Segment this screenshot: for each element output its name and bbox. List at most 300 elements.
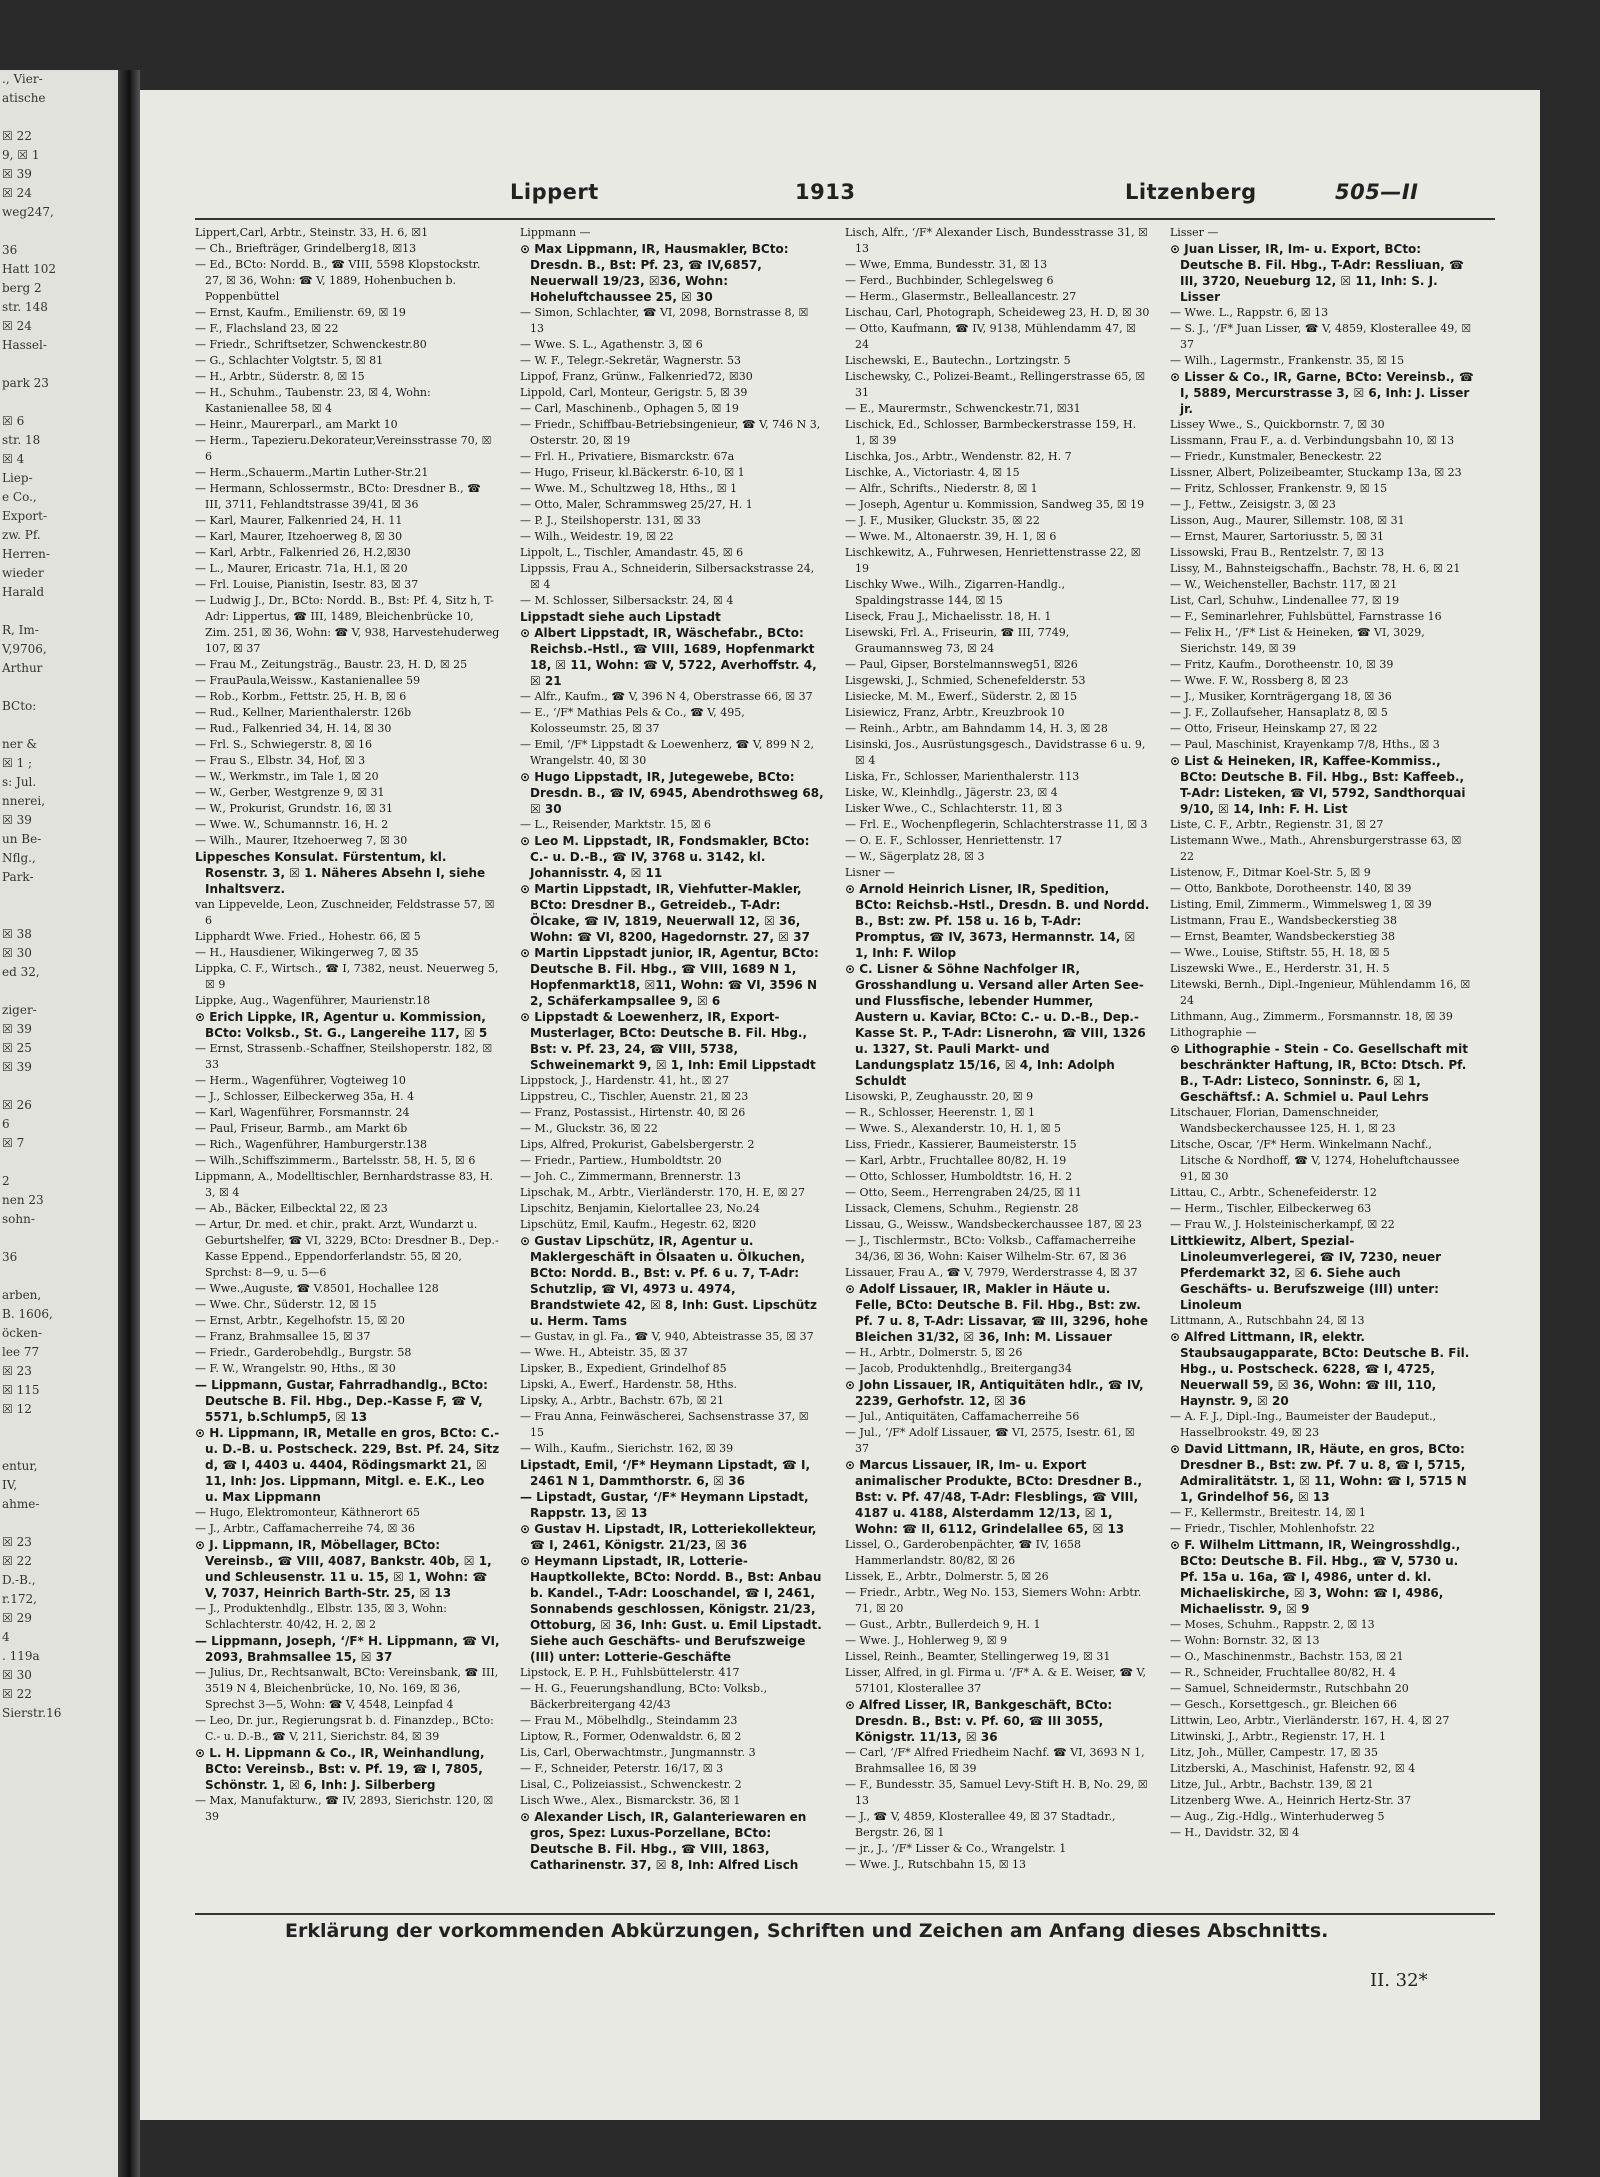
left-page-text: Hassel- (2, 338, 47, 352)
directory-entry: — Wwe. J., Rutschbahn 15, ☒ 13 (845, 1858, 1027, 1871)
directory-entry: van Lippevelde, Leon, Zuschneider, Feldstrasse 57, ☒ 6 (195, 898, 495, 927)
directory-entry: Lissey Wwe., S., Quickbornstr. 7, ☒ 30 (1170, 418, 1385, 431)
column-2 (520, 225, 825, 1905)
left-page-text: ☒ 39 (2, 813, 32, 827)
directory-entry: Lips, Alfred, Prokurist, Gabelsbergerstr. 2 (520, 1138, 755, 1151)
directory-entry: — F., Seminarlehrer, Fuhlsbüttel, Farnstrasse 16 (1170, 610, 1442, 623)
directory-entry: — Wwe, Emma, Bundesstr. 31, ☒ 13 (845, 258, 1048, 271)
directory-entry: — J. F., Musiker, Gluckstr. 35, ☒ 22 (845, 514, 1040, 527)
left-page-text: ☒ 115 (2, 1383, 40, 1397)
directory-entry: — Lipstadt, Gustar, ‘/F* Heymann Lipstadt, Rappstr. 13, ☒ 13 (520, 1490, 809, 1520)
left-page-text (0, 393, 118, 412)
directory-entry: — Lippmann, Gustar, Fahrradhandlg., BCto: Deutsche B. Fil. Hbg., Dep.-Kasse F, ☎ V, 5571, b.Schlump5, ☒ 13 (195, 1378, 488, 1424)
directory-entry: — Wwe., Louise, Stiftstr. 55, H. 18, ☒ 5 (1170, 946, 1390, 959)
directory-entry: — Alfr., Schrifts., Niederstr. 8, ☒ 1 (845, 482, 1038, 495)
left-page-text: ☒ 12 (2, 1402, 32, 1416)
directory-entry: ⊙ John Lissauer, IR, Antiquitäten hdlr., ☎ IV, 2239, Gerhofstr. 12, ☒ 36 (845, 1378, 1144, 1408)
directory-entry: Lisch, Alfr., ‘/F* Alexander Lisch, Bundesstrasse 31, ☒ 13 (845, 226, 1148, 255)
left-page-text: ner & (2, 737, 38, 751)
directory-entry: Lithographie — (1170, 1026, 1257, 1039)
directory-entry: Lippstock, J., Hardenstr. 41, ht., ☒ 27 (520, 1074, 729, 1087)
directory-entry: Lissack, Clemens, Schuhm., Regienstr. 28 (845, 1202, 1079, 1215)
left-page-text: ☒ 38 (2, 927, 32, 941)
directory-entry: Lisner — (845, 866, 895, 879)
directory-entry: Liptow, R., Former, Odenwaldstr. 6, ☒ 2 (520, 1730, 742, 1743)
directory-entry: Lippmann, A., Modelltischler, Bernhardstrasse 83, H. 3, ☒ 4 (195, 1170, 493, 1199)
left-page-text: un Be- (2, 832, 42, 846)
directory-entry: — E., Maurermstr., Schwenckestr.71, ☒31 (845, 402, 1081, 415)
directory-entry: Lippold, Carl, Monteur, Gerigstr. 5, ☒ 39 (520, 386, 748, 399)
left-page-text: str. 148 (2, 300, 48, 314)
left-page-text: wieder (2, 566, 44, 580)
left-page-text (0, 716, 118, 735)
directory-entry: Litsche, Oscar, ‘/F* Herm. Winkelmann Nachf., Litsche & Nordhoff, ☎ V, 1274, Hoheluftchaussee 91, ☒ 30 (1170, 1138, 1460, 1183)
directory-entry: — Otto, Maler, Schrammsweg 25/27, H. 1 (520, 498, 753, 511)
directory-entry: Litzenberg Wwe. A., Heinrich Hertz-Str. 37 (1170, 1794, 1412, 1807)
directory-entry: Listmann, Frau E., Wandsbeckerstieg 38 (1170, 914, 1398, 927)
directory-entry: ⊙ Alexander Lisch, IR, Galanteriewaren en gros, Spez: Luxus-Porzellane, BCto: Deutsche B. Fil. Hbg., ☎ VIII, 1863, Catharinenstr. 37, ☒ 8, Inh: Alfred Lisch (520, 1810, 807, 1872)
left-page-text: Arthur (2, 661, 43, 675)
directory-entry: — Ab., Bäcker, Eilbecktal 22, ☒ 23 (195, 1202, 388, 1215)
directory-entry: — J. F., Zollaufseher, Hansaplatz 8, ☒ 5 (1170, 706, 1388, 719)
directory-entry: Lissowski, Frau B., Rentzelstr. 7, ☒ 13 (1170, 546, 1385, 559)
directory-entry: — Frl. H., Privatiere, Bismarckstr. 67a (520, 450, 735, 463)
directory-entry: — Herm., Glasermstr., Belleallancestr. 27 (845, 290, 1077, 303)
directory-entry: — W., Gerber, Westgrenze 9, ☒ 31 (195, 786, 385, 799)
directory-entry: Lisinski, Jos., Ausrüstungsgesch., Davidstrasse 6 u. 9, ☒ 4 (845, 738, 1146, 767)
left-page-text: ☒ 22 (2, 1687, 32, 1701)
directory-entry: ⊙ F. Wilhelm Littmann, IR, Weingrosshdlg., BCto: Deutsche B. Fil. Hbg., ☎ V, 5730 u. Pf. 15a u. 16a, ☎ I, 4986, unter d. kl. Michaeliskirche, ☒ 3, Wohn: ☎ I, 4986, Michaelisstr. 9, ☒ 9 (1170, 1538, 1461, 1616)
directory-entry: — Otto, Kaufmann, ☎ IV, 9138, Mühlendamm 47, ☒ 24 (845, 322, 1136, 351)
directory-entry: Liste, C. F., Arbtr., Regienstr. 31, ☒ 27 (1170, 818, 1384, 831)
directory-entry: Lisch Wwe., Alex., Bismarckstr. 36, ☒ 1 (520, 1794, 741, 1807)
directory-entry: ⊙ Max Lippmann, IR, Hausmakler, BCto: Dresdn. B., Bst: Pf. 23, ☎ IV,6857, Neuerwall 19/23, ☒36, Wohn: Hoheluftchaussee 25, ☒ 30 (520, 242, 789, 304)
directory-entry: ⊙ Arnold Heinrich Lisner, IR, Spedition, BCto: Reichsb.-Hstl., Dresdn. B. und Nordd. B., Bst: zw. Pf. 158 u. 16 b, T-Adr: Promptus, ☎ IV, 3673, Hermannstr. 14, ☒ 1, Inh: F. Wilop (845, 882, 1150, 960)
directory-entry: — Gustav, in gl. Fa., ☎ V, 940, Abteistrasse 35, ☒ 37 (520, 1330, 814, 1343)
directory-entry: — Carl, ‘/F* Alfred Friedheim Nachf. ☎ VI, 3693 N 1, Brahmsallee 16, ☒ 39 (845, 1746, 1145, 1775)
directory-entry: Lippesches Konsulat. Fürstentum, kl. Rosenstr. 3, ☒ 1. Näheres Absehn I, siehe Inhaltsverz. (195, 850, 486, 896)
directory-entry: — Otto, Bankbote, Dorotheenstr. 140, ☒ 39 (1170, 882, 1412, 895)
directory-entry: Litschauer, Florian, Damenschneider, Wandsbeckerchaussee 125, H. 1, ☒ 23 (1170, 1106, 1396, 1135)
sheet-number: II. 32* (1370, 1970, 1428, 1991)
directory-entry: — Rob., Korbm., Fettstr. 25, H. B, ☒ 6 (195, 690, 407, 703)
directory-entry: — H., Arbtr., Dolmerstr. 5, ☒ 26 (845, 1346, 1023, 1359)
directory-entry: Liske, W., Kleinhdlg., Jägerstr. 23, ☒ 4 (845, 786, 1058, 799)
directory-columns (195, 225, 1495, 1905)
directory-entry: — Karl, Maurer, Itzehoerweg 8, ☒ 30 (195, 530, 403, 543)
left-page-text: B. 1606, (2, 1307, 53, 1321)
directory-entry: — L., Reisender, Marktstr. 15, ☒ 6 (520, 818, 712, 831)
left-page-text: 36 (2, 1250, 18, 1264)
directory-entry: Lisal, C., Polizeiassist., Schwenckestr. 2 (520, 1778, 742, 1791)
directory-entry: ⊙ Gustav Lipschütz, IR, Agentur u. Maklergeschäft in Ölsaaten u. Ölkuchen, BCto: Nordd. B., Bst: v. Pf. 6 u. 7, T-Adr: Schutzlip, ☎ VI, 4973 u. 4974, Brandstwiete 42, ☒ 8, Inh: Gust. Lipschütz u. Herm. Tams (520, 1234, 817, 1328)
directory-entry: — H., Hausdiener, Wikingerweg 7, ☒ 35 (195, 946, 419, 959)
directory-entry: — Leo, Dr. jur., Regierungsrat b. d. Finanzdep., BCto: C.- u. D.-B., ☎ V, 211, Sierichstr. 84, ☒ 39 (195, 1714, 494, 1743)
directory-entry: Lisker Wwe., C., Schlachterstr. 11, ☒ 3 (845, 802, 1063, 815)
directory-entry: — Simon, Schlachter, ☎ VI, 2098, Bornstrasse 8, ☒ 13 (520, 306, 809, 335)
left-page-text: IV, (2, 1478, 18, 1492)
directory-entry: Lischke, A., Victoriastr. 4, ☒ 15 (845, 466, 1020, 479)
directory-entry: Lippstadt siehe auch Lipstadt (520, 610, 721, 624)
directory-entry: — Rud., Falkenried 34, H. 14, ☒ 30 (195, 722, 392, 735)
directory-entry: — G., Schlachter Volgtstr. 5, ☒ 81 (195, 354, 384, 367)
directory-entry: Lis, Carl, Oberwachtmstr., Jungmannstr. 3 (520, 1746, 756, 1759)
directory-entry: ⊙ Marcus Lissauer, IR, Im- u. Export animalischer Produkte, BCto: Dresdner B., Bst: v. Pf. 47/48, T-Adr: Flesblings, ☎ VIII, 4187 u. 4188, Alsterdamm 12/13, ☒ 1, Wohn: ☎ II, 6112, Grindelallee 65, ☒ 13 (845, 1458, 1142, 1536)
left-page-text: ahme- (2, 1497, 40, 1511)
directory-entry: — Ch., Briefträger, Grindelberg18, ☒13 (195, 242, 417, 255)
left-page-text (0, 982, 118, 1001)
directory-entry: Littmann, A., Rutschbahn 24, ☒ 13 (1170, 1314, 1365, 1327)
directory-entry: — Max, Manufakturw., ☎ IV, 2893, Sierichstr. 120, ☒ 39 (195, 1794, 494, 1823)
directory-entry: — Wwe. S., Alexanderstr. 10, H. 1, ☒ 5 (845, 1122, 1062, 1135)
header-last-entry: Litzenberg (1125, 180, 1257, 204)
directory-entry: Lippssis, Frau A., Schneiderin, Silbersackstrasse 24, ☒ 4 (520, 562, 815, 591)
directory-entry: — Wwe. H., Abteistr. 35, ☒ 37 (520, 1346, 688, 1359)
left-page-text: ☒ 39 (2, 1060, 32, 1074)
directory-entry: — Jacob, Produktenhdlg., Breitergang34 (845, 1362, 1072, 1375)
column-3 (845, 225, 1150, 1905)
directory-entry: — L., Maurer, Ericastr. 71a, H.1, ☒ 20 (195, 562, 408, 575)
directory-entry: — Wohn: Bornstr. 32, ☒ 13 (1170, 1634, 1320, 1647)
directory-entry: — Franz, Postassist., Hirtenstr. 40, ☒ 26 (520, 1106, 746, 1119)
left-page-text (0, 906, 118, 925)
header-page-number: 505—II (1335, 180, 1419, 204)
header-year: 1913 (795, 180, 856, 204)
directory-entry: Lisiecke, M. M., Ewerf., Süderstr. 2, ☒ 15 (845, 690, 1078, 703)
directory-entry: ⊙ Martin Lippstadt, IR, Viehfutter-Makler, BCto: Dresdner B., Getreideb., T-Adr: Ölcake, ☎ IV, 1819, Neuerwall 12, ☒ 36, Wohn: ☎ VI, 8200, Hagedornstr. 27, ☒ 37 (520, 882, 810, 944)
left-page-text: V,9706, (2, 642, 47, 656)
directory-entry: Liss, Friedr., Kassierer, Baumeisterstr. 15 (845, 1138, 1077, 1151)
directory-entry: — E., ‘/F* Mathias Pels & Co., ☎ V, 495, Kolosseumstr. 25, ☒ 37 (520, 706, 745, 735)
header-rule (195, 218, 1495, 220)
directory-entry: ⊙ J. Lippmann, IR, Möbellager, BCto: Vereinsb., ☎ VIII, 4087, Bankstr. 40b, ☒ 1, und Schleusenstr. 11 u. 15, ☒ 1, Wohn: ☎ V, 7037, Heinrich Barth-Str. 25, ☒ 13 (195, 1538, 492, 1600)
column-1 (195, 225, 500, 1905)
directory-entry: — Otto, Friseur, Heinskamp 27, ☒ 22 (1170, 722, 1378, 735)
directory-entry: — H., Schuhm., Taubenstr. 23, ☒ 4, Wohn: Kastanienallee 58, ☒ 4 (195, 386, 431, 415)
directory-entry: Lisson, Aug., Maurer, Sillemstr. 108, ☒ 31 (1170, 514, 1405, 527)
left-page-text: 4 (2, 1630, 10, 1644)
directory-entry: Liseck, Frau J., Michaelisstr. 18, H. 1 (845, 610, 1052, 623)
directory-entry: ⊙ H. Lippmann, IR, Metalle en gros, BCto: C.- u. D.-B. u. Postscheck. 229, Bst. Pf. 24, Sitz d, ☎ I, 4403 u. 4404, Rödingsmarkt 21, ☒ 11, Inh: Jos. Lippmann, Mitgl. e. E.K., Leo u. Max Lippmann (195, 1426, 500, 1504)
directory-entry: Litwinski, J., Arbtr., Regienstr. 17, H. 1 (1170, 1730, 1386, 1743)
directory-entry: — Friedr., Schriftsetzer, Schwenckestr.80 (195, 338, 427, 351)
running-header (140, 180, 1540, 220)
left-page-text: ed 32, (2, 965, 40, 979)
column-4 (1170, 225, 1475, 1905)
directory-entry: Lischewsky, C., Polizei-Beamt., Rellingerstrasse 65, ☒ 31 (845, 370, 1146, 399)
directory-entry: Lipstadt, Emil, ‘/F* Heymann Lipstadt, ☎ I, 2461 N 1, Dammthorstr. 6, ☒ 36 (520, 1458, 811, 1488)
directory-entry: — Ernst, Arbtr., Kegelhofstr. 15, ☒ 20 (195, 1314, 405, 1327)
directory-entry: Lischewski, E., Bautechn., Lortzingstr. 5 (845, 354, 1071, 367)
left-page-text: ☒ 7 (2, 1136, 25, 1150)
left-page-text: berg 2 (2, 281, 42, 295)
directory-entry: — S. J., ‘/F* Juan Lisser, ☎ V, 4859, Klosterallee 49, ☒ 37 (1170, 322, 1472, 351)
directory-entry: — Wwe. S. L., Agathenstr. 3, ☒ 6 (520, 338, 703, 351)
directory-entry: Lipschütz, Emil, Kaufm., Hegestr. 62, ☒20 (520, 1218, 757, 1231)
left-page-text: Harald (2, 585, 45, 599)
directory-entry: — Herm., Tischler, Eilbeckerweg 63 (1170, 1202, 1372, 1215)
directory-entry: — Wwe. Chr., Süderstr. 12, ☒ 15 (195, 1298, 377, 1311)
directory-entry: Lissy, M., Bahnsteigschaffn., Bachstr. 78, H. 6, ☒ 21 (1170, 562, 1461, 575)
left-page-text: arben, (2, 1288, 42, 1302)
left-page-text: 6 (2, 1117, 10, 1131)
directory-entry: — Wwe. M., Schultzweg 18, Hths., ☒ 1 (520, 482, 738, 495)
directory-entry: ⊙ Gustav H. Lipstadt, IR, Lotteriekollekteur, ☎ I, 2461, Königstr. 21/23, ☒ 36 (520, 1522, 817, 1552)
directory-entry: — P. J., Steilshoperstr. 131, ☒ 33 (520, 514, 701, 527)
left-page-text: ☒ 30 (2, 946, 32, 960)
left-page-text: sohn- (2, 1212, 35, 1226)
directory-entry: — J., Schlosser, Eilbeckerweg 35a, H. 4 (195, 1090, 415, 1103)
directory-entry: Listemann Wwe., Math., Ahrensburgerstrasse 63, ☒ 22 (1170, 834, 1462, 863)
directory-entry: — Fritz, Kaufm., Dorotheenstr. 10, ☒ 39 (1170, 658, 1394, 671)
directory-entry: Lissauer, Frau A., ☎ V, 7979, Werderstrasse 4, ☒ 37 (845, 1266, 1138, 1279)
left-page-text: 9, ☒ 1 (2, 148, 40, 162)
left-page-text: ☒ 24 (2, 186, 32, 200)
directory-entry: Litze, Jul., Arbtr., Bachstr. 139, ☒ 21 (1170, 1778, 1374, 1791)
left-page-text: atische (2, 91, 46, 105)
directory-entry: — Otto, Schlosser, Humboldtstr. 16, H. 2 (845, 1170, 1073, 1183)
directory-entry: — Karl, Arbtr., Fruchtallee 80/82, H. 19 (845, 1154, 1067, 1167)
left-page-text: öcken- (2, 1326, 43, 1340)
directory-entry: — Samuel, Schneidermstr., Rutschbahn 20 (1170, 1682, 1409, 1695)
left-page-fragment (0, 70, 118, 2177)
directory-entry: ⊙ Hugo Lippstadt, IR, Jutegewebe, BCto: Dresdn. B., ☎ IV, 6945, Abendrothsweg 68, ☒ 30 (520, 770, 824, 816)
left-page-text: 2 (2, 1174, 10, 1188)
directory-entry: — Ernst, Strassenb.-Schaffner, Steilshoperstr. 182, ☒ 33 (195, 1042, 493, 1071)
directory-entry: ⊙ Juan Lisser, IR, Im- u. Export, BCto: Deutsche B. Fil. Hbg., T-Adr: Ressliuan, ☎ III, 3720, Neueburg 12, ☒ 11, Inh: S. J. Lisser (1170, 242, 1464, 304)
directory-entry: — Jul., ‘/F* Adolf Lissauer, ☎ VI, 2575, Isestr. 61, ☒ 37 (845, 1426, 1135, 1455)
directory-entry: — Wilh., Kaufm., Sierichstr. 162, ☒ 39 (520, 1442, 734, 1455)
directory-entry: — Paul, Maschinist, Krayenkamp 7/8, Hths., ☒ 3 (1170, 738, 1440, 751)
left-page-text (0, 222, 118, 241)
left-page-text: ☒ 29 (2, 1611, 32, 1625)
directory-entry: ⊙ Martin Lippstadt junior, IR, Agentur, BCto: Deutsche B. Fil. Hbg., ☎ VIII, 1689 N 1, Hopfenmarkt18, ☒11, Wohn: ☎ VI, 3596 N 2, Schäferkampsallee 9, ☒ 6 (520, 946, 819, 1008)
directory-entry: Littau, C., Arbtr., Schenefeiderstr. 12 (1170, 1186, 1377, 1199)
directory-entry: — F., Bundesstr. 35, Samuel Levy-Stift H. B, No. 29, ☒ 13 (845, 1778, 1148, 1807)
left-page-text: R, Im- (2, 623, 39, 637)
left-page-text: ☒ 6 (2, 414, 25, 428)
directory-entry: — J., Fettw., Zeisigstr. 3, ☒ 23 (1170, 498, 1336, 511)
directory-entry: — Friedr., Kunstmaler, Beneckestr. 22 (1170, 450, 1382, 463)
directory-entry: — Wwe. F. W., Rossberg 8, ☒ 23 (1170, 674, 1349, 687)
directory-entry: — Friedr., Arbtr., Weg No. 153, Siemers Wohn: Arbtr. 71, ☒ 20 (845, 1586, 1142, 1615)
directory-entry: — Herm.,Schauerm.,Martin Luther-Str.21 (195, 466, 429, 479)
directory-entry: Litewski, Bernh., Dipl.-Ingenieur, Mühlendamm 16, ☒ 24 (1170, 978, 1471, 1007)
directory-entry: — Gesch., Korsettgesch., gr. Bleichen 66 (1170, 1698, 1397, 1711)
left-page-text: s: Jul. (2, 775, 37, 789)
left-page-text: ☒ 23 (2, 1535, 32, 1549)
directory-entry: — Wwe.,Auguste, ☎ V.8501, Hochallee 128 (195, 1282, 439, 1295)
directory-entry: — O. E. F., Schlosser, Henriettenstr. 17 (845, 834, 1063, 847)
directory-entry: — W., Sägerplatz 28, ☒ 3 (845, 850, 985, 863)
directory-entry: Littwin, Leo, Arbtr., Vierländerstr. 167, H. 4, ☒ 27 (1170, 1714, 1450, 1727)
directory-entry: — M., Gluckstr. 36, ☒ 22 (520, 1122, 658, 1135)
directory-entry: — Ed., BCto: Nordd. B., ☎ VIII, 5598 Klopstockstr. 27, ☒ 36, Wohn: ☎ V, 1889, Hohenbuchen b. Poppenbüttel (195, 258, 481, 303)
directory-entry: — W., Weichensteller, Bachstr. 117, ☒ 21 (1170, 578, 1398, 591)
directory-entry: — F. W., Wrangelstr. 90, Hths., ☒ 30 (195, 1362, 396, 1375)
left-page-text: park 23 (2, 376, 49, 390)
directory-entry: — W. F., Telegr.-Sekretär, Wagnerstr. 53 (520, 354, 742, 367)
directory-entry: — Hermann, Schlossermstr., BCto: Dresdner B., ☎ III, 3711, Fehlandtstrasse 39/41, ☒ 36 (195, 482, 481, 511)
left-page-text (0, 678, 118, 697)
directory-entry: — Fritz, Schlosser, Frankenstr. 9, ☒ 15 (1170, 482, 1388, 495)
directory-entry: — Gust., Arbtr., Bullerdeich 9, H. 1 (845, 1618, 1041, 1631)
directory-entry: Lippolt, L., Tischler, Amandastr. 45, ☒ 6 (520, 546, 744, 559)
directory-entry: — Carl, Maschinenb., Ophagen 5, ☒ 19 (520, 402, 739, 415)
directory-entry: Litz, Joh., Müller, Campestr. 17, ☒ 35 (1170, 1746, 1378, 1759)
directory-entry: — Ernst, Beamter, Wandsbeckerstieg 38 (1170, 930, 1395, 943)
left-page-text: ☒ 24 (2, 319, 32, 333)
directory-entry: ⊙ Alfred Lisser, IR, Bankgeschäft, BCto: Dresdn. B., Bst: v. Pf. 60, ☎ III 3055, Königstr. 11/13, ☒ 36 (845, 1698, 1113, 1744)
directory-entry: — H., Arbtr., Süderstr. 8, ☒ 15 (195, 370, 365, 383)
directory-entry: — Wwe. L., Rappstr. 6, ☒ 13 (1170, 306, 1329, 319)
directory-entry: — W., Werkmstr., im Tale 1, ☒ 20 (195, 770, 379, 783)
directory-entry: Lisgewski, J., Schmied, Schenefelderstr. 53 (845, 674, 1086, 687)
directory-entry: — Ludwig J., Dr., BCto: Nordd. B., Bst: Pf. 4, Sitz h, T-Adr: Lippertus, ☎ III, 1489, Bleichenbrücke 10, Zim. 251, ☒ 36, Wohn: ☎ V, 938, Harvestehuderweg 107, ☒ 37 (195, 594, 500, 655)
directory-entry: — Karl, Arbtr., Falkenried 26, H.2,☒30 (195, 546, 411, 559)
directory-entry: — Paul, Friseur, Barmb., am Markt 6b (195, 1122, 408, 1135)
directory-entry: ⊙ List & Heineken, IR, Kaffee-Kommiss., BCto: Deutsche B. Fil. Hbg., Bst: Kaffeeb., T-Adr: Listeken, ☎ VI, 5792, Sandthorquai 9/10, ☒ 14, Inh: F. H. List (1170, 754, 1466, 816)
directory-entry: — Frl. S., Schwiegerstr. 8, ☒ 16 (195, 738, 373, 751)
directory-entry: Lissmann, Frau F., a. d. Verbindungsbahn 10, ☒ 13 (1170, 434, 1455, 447)
directory-entry: — Herm., Wagenführer, Vogteiweg 10 (195, 1074, 406, 1087)
left-page-text: lee 77 (2, 1345, 40, 1359)
left-page-text: ☒ 23 (2, 1364, 32, 1378)
directory-entry: Lisser, Alfred, in gl. Firma u. ‘/F* A. & E. Weiser, ☎ V, 57101, Klosterallee 37 (845, 1666, 1147, 1695)
directory-entry: — Jul., Antiquitäten, Caffamacherreihe 56 (845, 1410, 1080, 1423)
directory-entry: — F., Flachsland 23, ☒ 22 (195, 322, 339, 335)
left-page-text: ☒ 25 (2, 1041, 32, 1055)
directory-entry: — Emil, ‘/F* Lippstadt & Loewenherz, ☎ V, 899 N 2, Wrangelstr. 40, ☒ 30 (520, 738, 815, 767)
directory-entry: — Felix H., ‘/F* List & Heineken, ☎ VI, 3029, Sierichstr. 149, ☒ 39 (1170, 626, 1425, 655)
directory-entry: — J., Musiker, Kornträgergang 18, ☒ 36 (1170, 690, 1392, 703)
directory-entry: — Hugo, Elektromonteur, Käthnerort 65 (195, 1506, 420, 1519)
directory-entry: — J., Arbtr., Caffamacherreihe 74, ☒ 36 (195, 1522, 415, 1535)
directory-entry: Lisowski, P., Zeughausstr. 20, ☒ 9 (845, 1090, 1034, 1103)
left-page-text (0, 602, 118, 621)
directory-entry: Lissek, E., Arbtr., Dolmerstr. 5, ☒ 26 (845, 1570, 1049, 1583)
directory-entry: — Heinr., Maurerparl., am Markt 10 (195, 418, 398, 431)
directory-entry: Lipstock, E. P. H., Fuhlsbüttelerstr. 417 (520, 1666, 740, 1679)
directory-entry: — Rud., Kellner, Marienthalerstr. 126b (195, 706, 412, 719)
directory-entry: — Wilh., Lagermstr., Frankenstr. 35, ☒ 15 (1170, 354, 1405, 367)
header-first-entry: Lippert (510, 180, 599, 204)
left-page-text: entur, (2, 1459, 38, 1473)
directory-entry: — Wwe. M., Altonaerstr. 39, H. 1, ☒ 6 (845, 530, 1057, 543)
left-page-text (0, 108, 118, 127)
directory-entry: Lipphardt Wwe. Fried., Hohestr. 66, ☒ 5 (195, 930, 421, 943)
directory-entry: Liszewski Wwe., E., Herderstr. 31, H. 5 (1170, 962, 1390, 975)
directory-entry: ⊙ Adolf Lissauer, IR, Makler in Häute u. Felle, BCto: Deutsche B. Fil. Hbg., Bst: zw. Pf. 7 u. 8, T-Adr: Lissavar, ☎ III, 3296, hohe Bleichen 31/32, ☒ 36, Inh: M. Lissauer (845, 1282, 1148, 1344)
directory-entry: — Friedr., Garderobehdlg., Burgstr. 58 (195, 1346, 412, 1359)
directory-entry: — Ferd., Buchbinder, Schlegelsweg 6 (845, 274, 1054, 287)
left-page-text: zw. Pf. (2, 528, 41, 542)
book-gutter (118, 70, 140, 2177)
directory-entry: — Friedr., Schiffbau-Betriebsingenieur, ☎ V, 746 N 3, Osterstr. 20, ☒ 19 (520, 418, 821, 447)
directory-entry: — R., Schneider, Fruchtallee 80/82, H. 4 (1170, 1666, 1396, 1679)
left-page-text: weg247, (2, 205, 54, 219)
directory-entry: Lissau, G., Weissw., Wandsbeckerchaussee 187, ☒ 23 (845, 1218, 1142, 1231)
directory-entry: — Frau M., Zeitungsträg., Baustr. 23, H. D, ☒ 25 (195, 658, 468, 671)
directory-entry: — Ernst, Maurer, Sartoriusstr. 5, ☒ 31 (1170, 530, 1385, 543)
directory-entry: — Frl. E., Wochenpflegerin, Schlachterstrasse 11, ☒ 3 (845, 818, 1148, 831)
directory-entry: — Frau Anna, Feinwäscherei, Sachsenstrasse 37, ☒ 15 (520, 1410, 809, 1439)
directory-entry: — Paul, Gipser, Borstelmannsweg51, ☒26 (845, 658, 1078, 671)
directory-entry: Lithmann, Aug., Zimmerm., Forsmannstr. 18, ☒ 39 (1170, 1010, 1453, 1023)
directory-entry: — H. G., Feuerungshandlung, BCto: Volksb., Bäckerbreitergang 42/43 (520, 1682, 768, 1711)
directory-entry: — H., Davidstr. 32, ☒ 4 (1170, 1826, 1300, 1839)
directory-entry: — Karl, Maurer, Falkenried 24, H. 11 (195, 514, 403, 527)
directory-entry: — Rich., Wagenführer, Hamburgerstr.138 (195, 1138, 428, 1151)
directory-entry: — Wilh.,Schiffszimmerm., Bartelsstr. 58, H. 5, ☒ 6 (195, 1154, 476, 1167)
directory-entry: ⊙ Heymann Lipstadt, IR, Lotterie-Hauptkollekte, BCto: Nordd. B., Bst: Anbau b. Kandel., T-Adr: Looschandel, ☎ I, 2461, Sonnabends geschlossen, Königstr. 21/23, Ottoburg, ☒ 36, Inh: Gust. u. Emil Lipstadt. Siehe auch Geschäfts- und Berufszweige (III) unter: Lotterie-Geschäfte (520, 1554, 822, 1664)
directory-entry: — J., ☎ V, 4859, Klosterallee 49, ☒ 37 Stadtadr., Bergstr. 26, ☒ 1 (845, 1810, 1116, 1839)
directory-entry: ⊙ Lippstadt & Loewenherz, IR, Export-Musterlager, BCto: Deutsche B. Fil. Hbg., Bst: v. Pf. 23, 24, ☎ VIII, 5738, Schweinemarkt 9, ☒ 1, Inh: Emil Lippstadt (520, 1010, 816, 1072)
directory-entry: — Frl. Louise, Pianistin, Isestr. 83, ☒ 37 (195, 578, 419, 591)
directory-entry: — Reinh., Arbtr., am Bahndamm 14, H. 3, ☒ 28 (845, 722, 1108, 735)
directory-entry: — Moses, Schuhm., Rappstr. 2, ☒ 13 (1170, 1618, 1375, 1631)
directory-entry: — O., Maschinenmstr., Bachstr. 153, ☒ 21 (1170, 1650, 1404, 1663)
directory-entry: Listenow, F., Ditmar Koel-Str. 5, ☒ 9 (1170, 866, 1371, 879)
directory-entry: — Joseph, Agentur u. Kommission, Sandweg 35, ☒ 19 (845, 498, 1145, 511)
left-page-text (0, 1419, 118, 1438)
left-page-text: nnerei, (2, 794, 46, 808)
left-page-text: ziger- (2, 1003, 37, 1017)
left-page-text: BCto: (2, 699, 37, 713)
left-page-text: Park- (2, 870, 34, 884)
directory-entry: Lipschak, M., Arbtr., Vierländerstr. 170, H. E, ☒ 27 (520, 1186, 805, 1199)
left-page-text: ☒ 4 (2, 452, 25, 466)
left-page-text: ☒ 26 (2, 1098, 32, 1112)
left-page-text: . 119a (2, 1649, 40, 1663)
directory-entry: Lisser — (1170, 226, 1219, 239)
directory-entry: ⊙ Leo M. Lippstadt, IR, Fondsmakler, BCto: C.- u. D.-B., ☎ IV, 3768 u. 3142, kl. Johannisstr. 4, ☒ 11 (520, 834, 810, 880)
left-page-text (0, 1514, 118, 1533)
left-page-text (0, 1267, 118, 1286)
directory-entry: — Julius, Dr., Rechtsanwalt, BCto: Vereinsbank, ☎ III, 3519 N 4, Bleichenbrücke, 10, No. 169, ☒ 36, Sprechst 3—5, Wohn: ☎ V, 4548, Leinpfad 4 (195, 1666, 499, 1711)
directory-entry: Lippert,Carl, Arbtr., Steinstr. 33, H. 6, ☒1 (195, 226, 429, 239)
left-page-text (0, 1077, 118, 1096)
directory-entry: — Friedr., Tischler, Mohlenhofstr. 22 (1170, 1522, 1375, 1535)
directory-entry: — FrauPaula,Weissw., Kastanienallee 59 (195, 674, 421, 687)
left-page-text: e Co., (2, 490, 37, 504)
directory-entry: Liska, Fr., Schlosser, Marienthalerstr. 113 (845, 770, 1080, 783)
left-page-text: 36 (2, 243, 18, 257)
directory-entry: — W., Prokurist, Grundstr. 16, ☒ 31 (195, 802, 393, 815)
left-page-text: Export- (2, 509, 48, 523)
directory-entry: — Aug., Zig.-Hdlg., Winterhuderweg 5 (1170, 1810, 1385, 1823)
directory-entry: Listing, Emil, Zimmerm., Wimmelsweg 1, ☒ 39 (1170, 898, 1432, 911)
directory-entry: Lippof, Franz, Grünw., Falkenried72, ☒30 (520, 370, 753, 383)
directory-entry: Littkiewitz, Albert, Spezial-Linoleumverlegerei, ☎ IV, 7230, neuer Pferdemarkt 32, ☒ 6. Siehe auch Geschäfts- u. Berufszweige (III) unter: Linoleum (1170, 1234, 1442, 1312)
directory-entry: Lipsker, B., Expedient, Grindelhof 85 (520, 1362, 727, 1375)
directory-entry: Lischau, Carl, Photograph, Scheideweg 23, H. D, ☒ 30 (845, 306, 1150, 319)
left-page-text: ☒ 22 (2, 129, 32, 143)
directory-entry: — Otto, Seem., Herrengraben 24/25, ☒ 11 (845, 1186, 1082, 1199)
left-page-text (0, 1229, 118, 1248)
left-page-text: ☒ 1 ; (2, 756, 33, 770)
directory-entry: Lischkewitz, A., Fuhrwesen, Henriettenstrasse 22, ☒ 19 (845, 546, 1141, 575)
directory-entry: — Wwe. J., Hohlerweg 9, ☒ 9 (845, 1634, 1008, 1647)
directory-entry: ⊙ C. Lisner & Söhne Nachfolger IR, Grosshandlung u. Versand aller Arten See- und Flussfische, lebender Hummer, Austern u. Kaviar, BCto: C.- u. D.-B., Dep.-Kasse St. P., T-Adr: Lisnerohn, ☎ VIII, 1326 u. 1327, St. Pauli Markt- und Landungsplatz 15/16, ☒ 4, Inh: Adolph Schuldt (845, 962, 1146, 1088)
directory-entry: ⊙ Lisser & Co., IR, Garne, BCto: Vereinsb., ☎ I, 5889, Mercurstrasse 3, ☒ 6, Inh: J. Lisser jr. (1170, 370, 1474, 416)
directory-entry: — Alfr., Kaufm., ☎ V, 396 N 4, Oberstrasse 66, ☒ 37 (520, 690, 813, 703)
directory-entry: Lisiewicz, Franz, Arbtr., Kreuzbrook 10 (845, 706, 1065, 719)
left-page-text (0, 1438, 118, 1457)
directory-entry: Lissner, Albert, Polizeibeamter, Stuckamp 13a, ☒ 23 (1170, 466, 1462, 479)
directory-entry: — Artur, Dr. med. et chir., prakt. Arzt, Wundarzt u. Geburtshelfer, ☎ VI, 3229, BCto: Dresdner B., Dep.-Kasse Eppend., Eppendorferlandstr. 55, ☒ 20, Sprchst: 8—9, u. 5—6 (195, 1218, 499, 1279)
directory-entry: ⊙ David Littmann, IR, Häute, en gros, BCto: Dresdner B., Bst: zw. Pf. 7 u. 8, ☎ I, 5715, Admiralitätstr. 1, ☒ 11, Wohn: ☎ I, 5715 N 1, Grindelhof 56, ☒ 13 (1170, 1442, 1467, 1504)
